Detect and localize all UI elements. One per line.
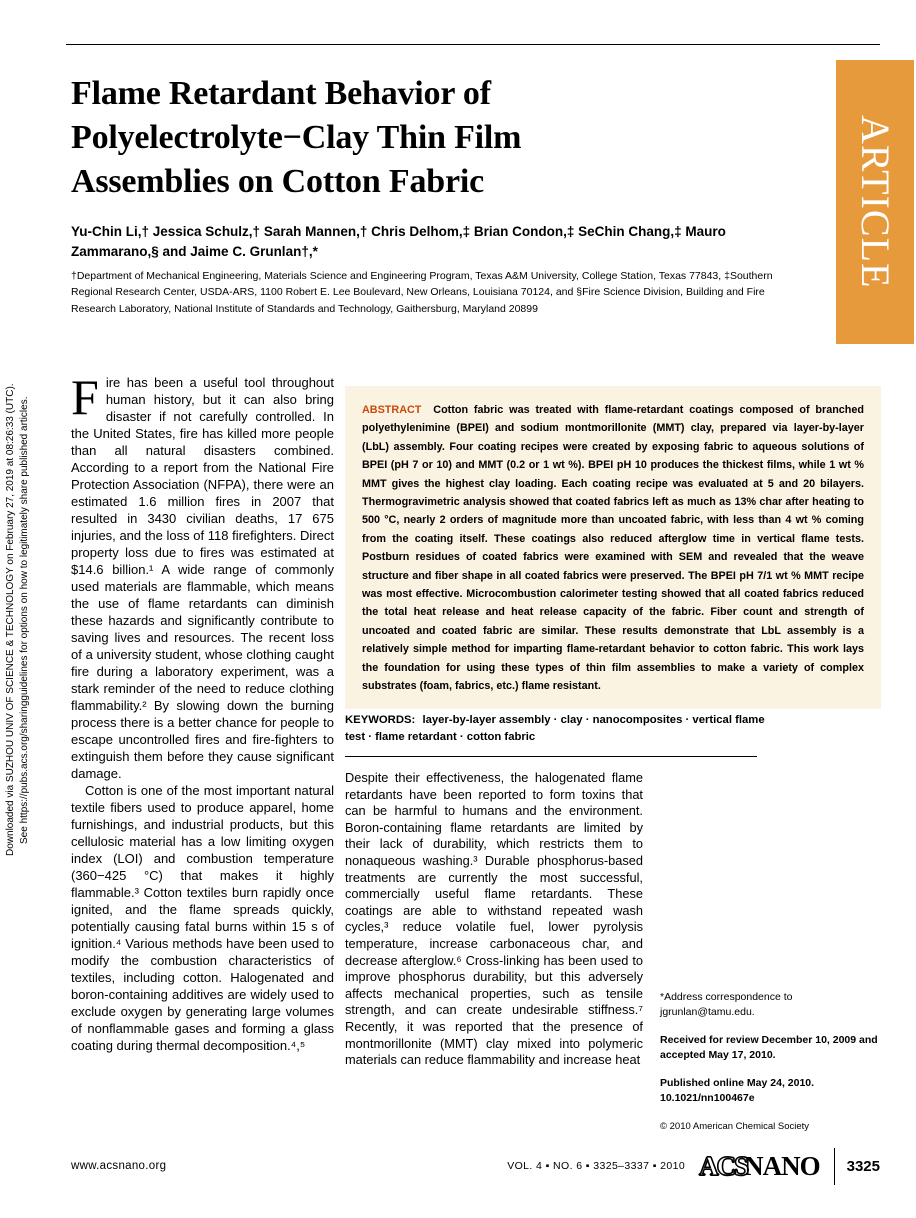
intro-paragraph-2: Cotton is one of the most important natural textile fibers used to produce apparel, home furnishings, and industrial products, but this cellulosic material has a low limiting oxygen index (LOI) and combustion temperature (360−425 °C) that makes it highly flammable.³ Cotton textiles burn rapidly once ignited, and the flame spreads quickly, potentially causing fatal burns within 15 s of ignition.⁴ Various methods have been used to modify the combustion characteristics of textiles, including cotton. Halogenated and boron-containing additives are widely used to exclude oxygen by generating large volumes of nonflammable gases and forming a glass coating during thermal decomposition.⁴,⁵ <box>71 783 334 1053</box>
footer-right <box>507 1146 882 1186</box>
download-notice <box>4 320 32 920</box>
correspondence-note: *Address correspondence to jgrunlan@tamu.edu. <box>660 991 793 1018</box>
copyright-note: © 2010 American Chemical Society <box>660 1121 810 1132</box>
abstract-text: Cotton fabric was treated with flame-retardant coatings composed of branched polyethylenimine (BPEI) and sodium montmorillonite (MMT) clay, prepared via layer-by-layer (LbL) assembly. Four coating recipes were created by exposing fabric to aqueous solutions of BPEI (pH 7 or 10) and MMT (0.2 or 1 wt %). BPEI pH 10 produces the thickest films, while 1 wt % MMT gives the highest clay loading. Each coating recipe was evaluated at 5 and 20 bilayers. Thermogravimetric analysis showed that coated fabrics left as much as 13% char after heating to 500 °C, nearly 2 orders of magnitude more than uncoated fabric, with less than 4 wt % coming from the coating itself. These coatings also reduced afterglow time in vertical flame tests. Postburn residues of coated fabrics were examined with SEM and revealed that the weave structure and fiber shape in all coated fabrics were preserved. The BPEI pH 7/1 wt % MMT recipe was most effective. Microcombustion calorimeter testing showed that all coated fabrics reduced the total heat release and heat release capacity of the fabric. Fiber count and strength of uncoated and coated fabric are similar. These results demonstrate that LbL assembly is a relatively simple method for imparting flame-retardant behavior to cotton fabric. This work lays the foundation for using these types of thin film assemblies to make a variety of complex substrates (foam, fabrics, etc.) flame resistant. <box>362 404 865 693</box>
intro-paragraph-1-text: ire has been a useful tool throughout human history, but it can also bring disaster if not carefully controlled. In the United States, fire has killed more people than all natural disasters combined. According to a report from the National Fire Protection Association (NFPA), there were an estimated 1.6 million fires in 2007 that resulted in 3430 civilian deaths, 17 675 injuries, and the loss of 118 firefighters. Direct property loss due to fires was estimated at $14.6 billion.¹ A wide range of commonly used materials are flammable, which means the use of flame retardants can diminish these hazards and significantly contribute to saving lives and resources. The recent loss of a university student, whose clothing caught fire during a laboratory experiment, was a stark reminder of the need to reduce clothing flammability.² By slowing down the burning process there is a better chance for people to escape uncontrolled fires and fire-fighters to extinguish them before they cause significant damage. <box>71 375 334 781</box>
intro-column <box>71 369 334 1054</box>
affiliations: †Department of Mechanical Engineering, Materials Science and Engineering Program, Texas A&M University, College Station, Texas 77843, ‡Southern Regional Research Center, USDA-ARS, 1100 Robert E. Lee Boulevard, New Orleans, Louisiana 70124, and §Fire Science Division, Building and Fire Research Laboratory, National Institute of Standards and Technology, Gaithersburg, Maryland 20899 <box>71 270 773 315</box>
keywords-block <box>345 712 769 746</box>
keywords-list: layer-by-layer assembly · clay · nanocomposites · vertical flame test · flame retardant · cotton fabric <box>345 714 765 743</box>
received-note: Received for review December 10, 2009 and accepted May 17, 2010. <box>660 1034 878 1061</box>
body-paragraph: Despite their effectiveness, the halogenated flame retardants have been reported to form toxins that can be harmful to humans and the environment. Boron-containing flame retardants are limited by their lack of durability, which restricts them to nonaqueous washing.³ Durable phosphorus-based treatments are currently the most successful, commercially useful flame retardants. These coatings are able to withstand repeated wash cycles,³ reduce volatile fuel, lower pyrolysis temperature, increase carbonaceous char, and decrease afterglow.⁶ Cross-linking has been used to improve phosphorus durability, but this adversely affects mechanical properties, such as tensile strength, and can create undesirable stiffness.⁷ Recently, it was reported that the presence of montmorillonite (MMT) clay mixed into polymeric materials can reduce flammability and increase heat <box>345 770 643 1068</box>
authors-line: Yu-Chin Li,† Jessica Schulz,† Sarah Mannen,† Chris Delhom,‡ Brian Condon,‡ SeChin Chang,‡ Mauro Zammarano,§ and Jaime C. Grunlan†,* <box>71 224 726 260</box>
body-column <box>345 770 643 1069</box>
article-banner <box>836 60 914 344</box>
abstract-box <box>345 386 881 709</box>
keywords-label: KEYWORDS: <box>345 714 416 726</box>
published-note: Published online May 24, 2010. 10.1021/nn100467e <box>660 1077 815 1104</box>
keywords-divider <box>345 756 757 757</box>
intro-paragraph-1 <box>71 369 334 782</box>
dropcap: F <box>71 369 99 425</box>
acs-nano-logo <box>699 1151 820 1182</box>
download-notice-line2: See https://pubs.acs.org/sharingguidelines for options on how to legitimately share published articles. <box>19 396 30 844</box>
header-rule <box>66 44 880 45</box>
download-notice-line1: Downloaded via SUZHOU UNIV OF SCIENCE & TECHNOLOGY on February 27, 2019 at 08:26:33 (UTC). <box>5 383 16 857</box>
article-banner-label: ARTICLE <box>853 115 898 289</box>
volume-info: VOL. 4 ▪ NO. 6 ▪ 3325–3337 ▪ 2010 <box>507 1160 686 1172</box>
logo-acs-text: ACS <box>699 1150 748 1181</box>
margin-notes <box>660 990 886 1147</box>
abstract-label: ABSTRACT <box>362 404 422 416</box>
journal-url: www.acsnano.org <box>71 1160 167 1172</box>
logo-nano-text: NANO <box>744 1150 820 1181</box>
page-title: Flame Retardant Behavior of Polyelectrolyte−Clay Thin Film Assemblies on Cotton Fabric <box>71 75 522 201</box>
page-number: 3325 <box>834 1148 882 1185</box>
